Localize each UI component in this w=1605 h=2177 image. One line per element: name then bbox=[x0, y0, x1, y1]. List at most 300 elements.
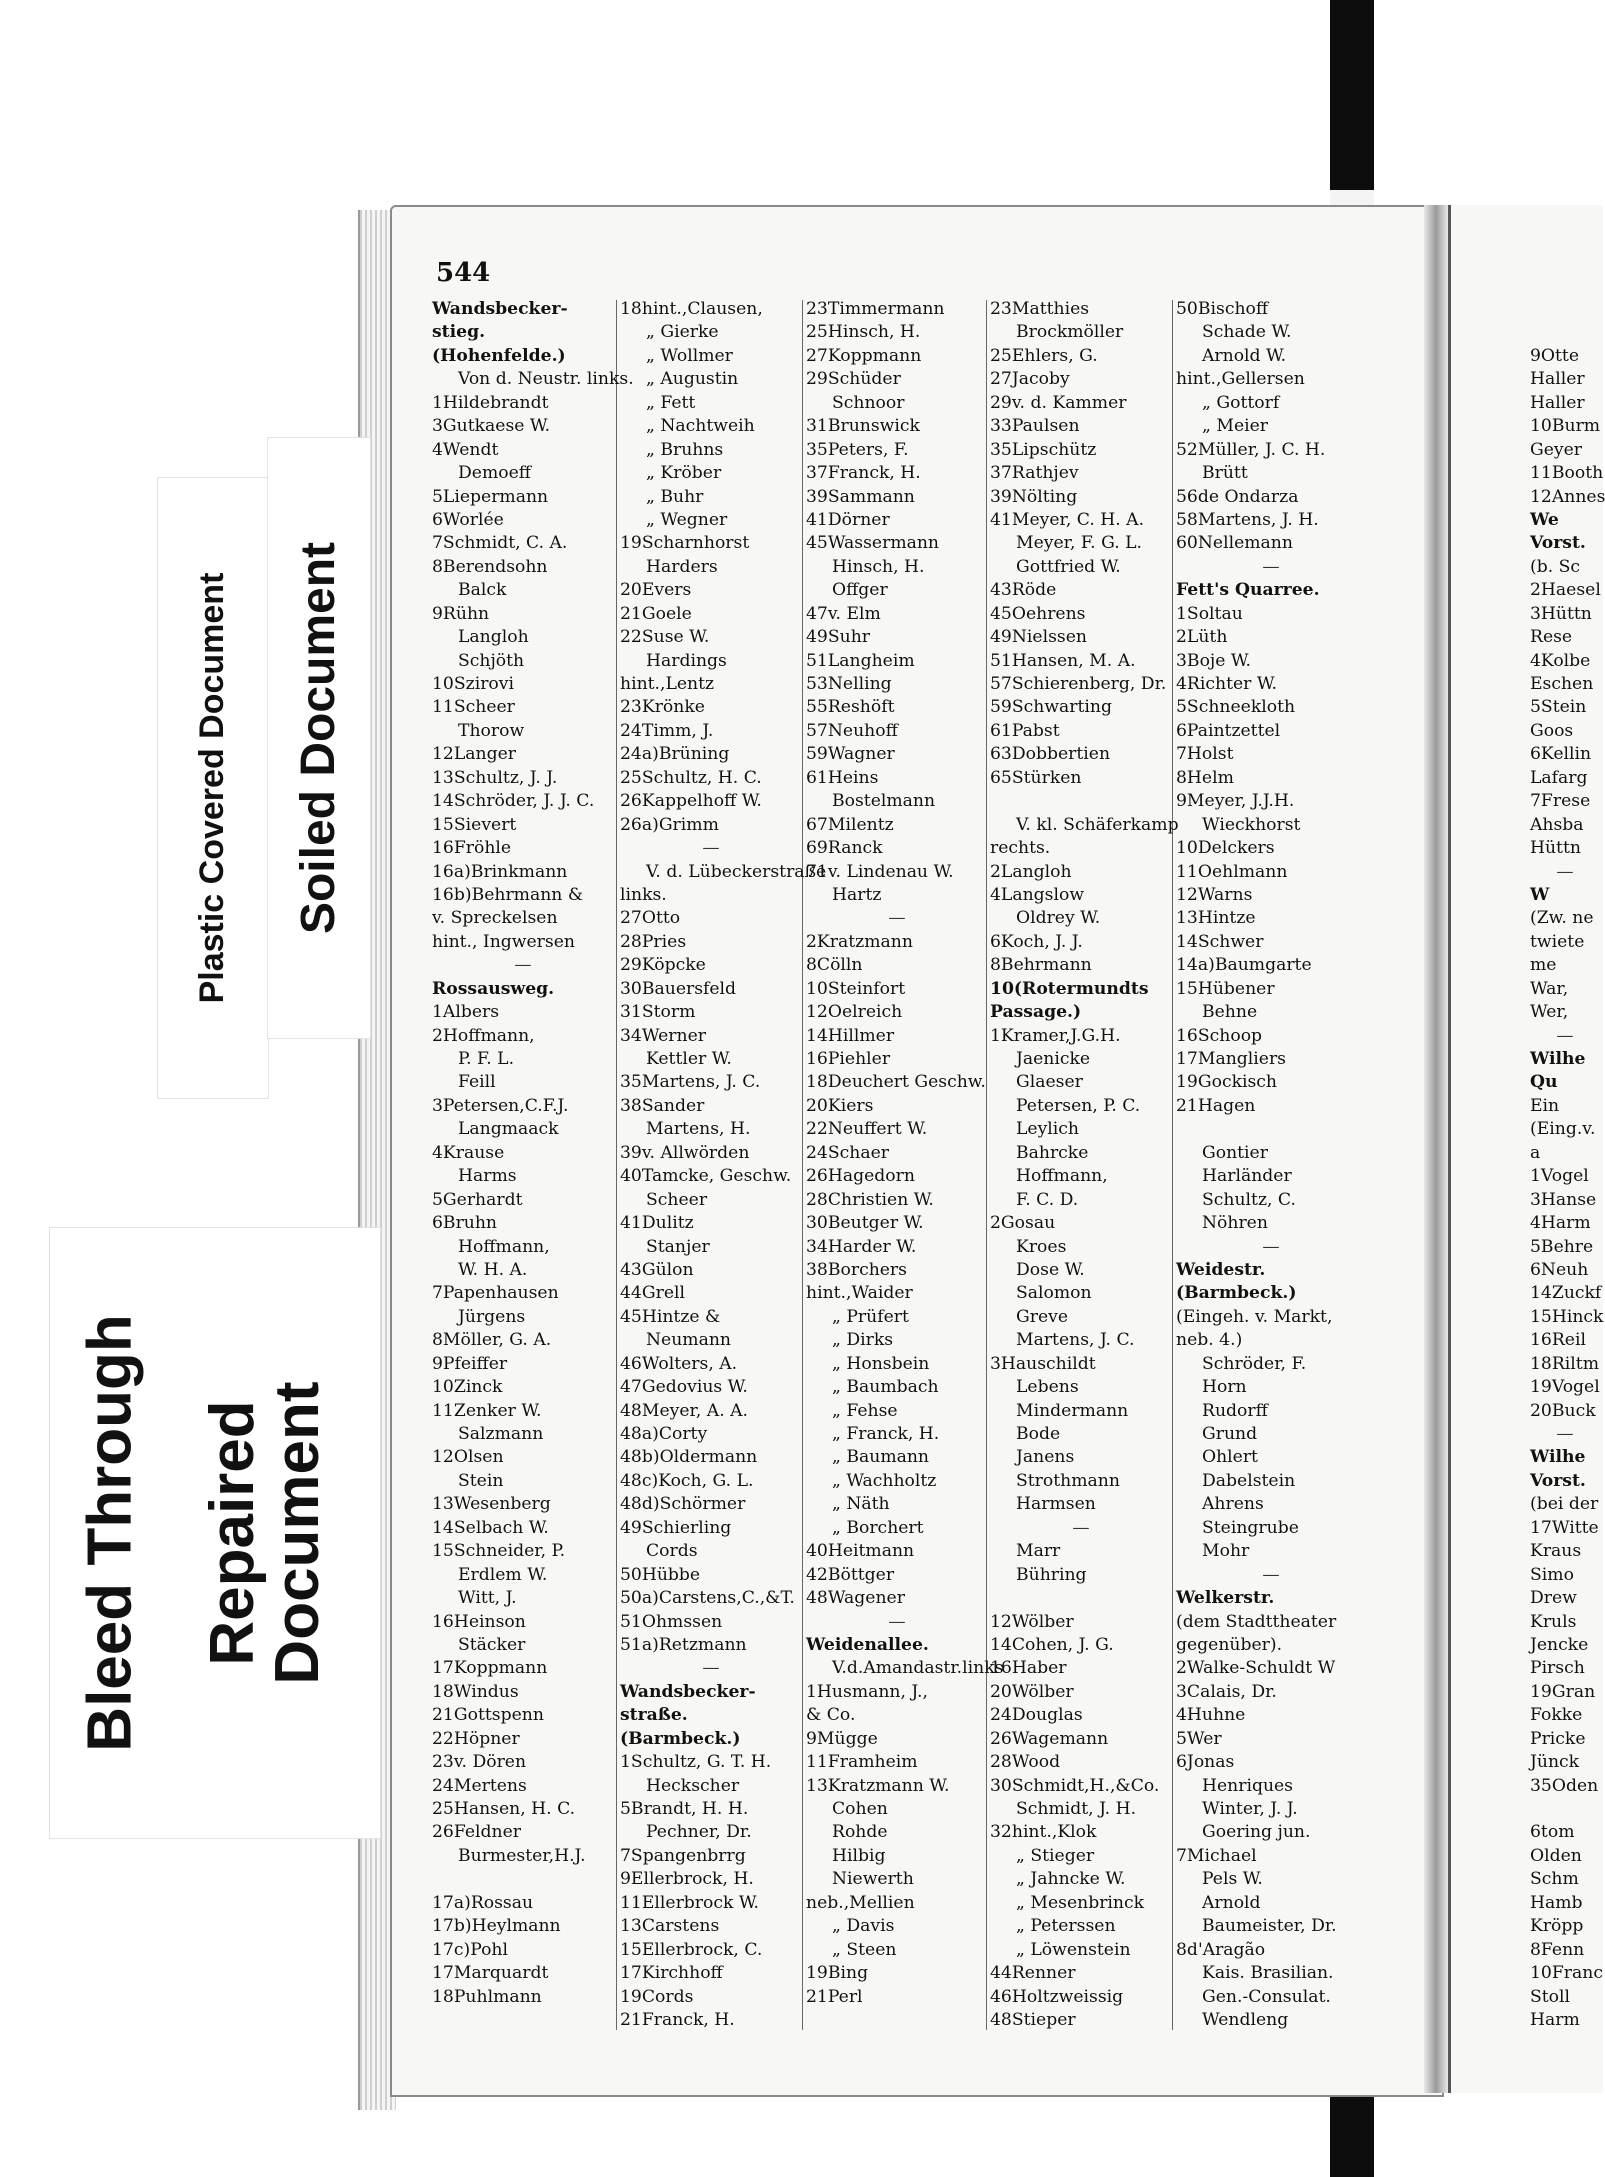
directory-entry: 4Wendt bbox=[432, 439, 499, 460]
directory-entry: 14a)Baumgarte bbox=[1176, 955, 1312, 976]
directory-entry: Burmester,H.J. bbox=[458, 1845, 586, 1866]
directory-entry: 17Witte bbox=[1530, 1517, 1599, 1538]
directory-entry: 40Tamcke, Geschw. bbox=[620, 1166, 792, 1187]
directory-entry: 35Peters, F. bbox=[806, 439, 909, 460]
directory-entry: Schm bbox=[1530, 1869, 1579, 1890]
directory-entry: W bbox=[1530, 884, 1550, 905]
directory-entry: Lebens bbox=[1016, 1377, 1079, 1398]
directory-entry: 30Schmidt,H.,&Co. bbox=[990, 1775, 1160, 1796]
directory-entry: 40Heitmann bbox=[806, 1541, 915, 1562]
directory-entry: „ Borchert bbox=[832, 1517, 924, 1538]
directory-entry: Offger bbox=[832, 580, 888, 601]
directory-entry: 20Kiers bbox=[806, 1095, 874, 1116]
directory-entry: Hoffmann, bbox=[1016, 1166, 1108, 1187]
directory-entry: 41Dörner bbox=[806, 509, 890, 530]
directory-entry: 17Marquardt bbox=[432, 1963, 549, 1984]
directory-entry: (Zw. ne bbox=[1530, 908, 1594, 929]
directory-entry: 55Reshöft bbox=[806, 697, 895, 718]
plastic-covered-label-card bbox=[158, 478, 268, 1098]
directory-entry: Wilhe bbox=[1530, 1447, 1586, 1468]
directory-entry: 30Beutger W. bbox=[806, 1213, 924, 1234]
directory-entry: 48Wagener bbox=[806, 1588, 905, 1609]
directory-entry: Strothmann bbox=[1016, 1470, 1120, 1491]
directory-entry: 17Koppmann bbox=[432, 1658, 548, 1679]
directory-entry: 50a)Carstens,C.,&T. bbox=[620, 1588, 795, 1609]
directory-entry: „ Baumann bbox=[832, 1447, 929, 1468]
directory-entry: 51Hansen, M. A. bbox=[990, 650, 1136, 671]
directory-entry: 7Schmidt, C. A. bbox=[432, 533, 568, 554]
directory-entry: Salomon bbox=[1016, 1283, 1092, 1304]
directory-entry: Thorow bbox=[458, 720, 525, 741]
directory-entry: „ Gottorf bbox=[1202, 392, 1280, 413]
directory-entry: Kroes bbox=[1016, 1236, 1067, 1257]
directory-entry: Gontier bbox=[1202, 1142, 1268, 1163]
directory-entry: Mohr bbox=[1202, 1541, 1250, 1562]
directory-entry: Haller bbox=[1530, 392, 1585, 413]
directory-entry: Kais. Brasilian. bbox=[1202, 1963, 1334, 1984]
directory-entry: 48c)Koch, G. L. bbox=[620, 1470, 754, 1491]
directory-entry: „ Nachtweih bbox=[646, 416, 755, 437]
directory-entry: — bbox=[514, 955, 532, 976]
column-divider bbox=[616, 300, 617, 2030]
directory-entry: Greve bbox=[1016, 1306, 1068, 1327]
directory-entry: Mindermann bbox=[1016, 1400, 1129, 1421]
directory-entry: 23Krönke bbox=[620, 697, 705, 718]
directory-entry: 21Perl bbox=[806, 1986, 863, 2007]
directory-entry: 16Fröhle bbox=[432, 838, 512, 859]
directory-entry: 2Haesel bbox=[1530, 580, 1601, 601]
directory-entry: Winter, J. J. bbox=[1202, 1799, 1298, 1819]
directory-entry: 56de Ondarza bbox=[1176, 486, 1299, 507]
directory-entry: 29v. d. Kammer bbox=[990, 392, 1127, 413]
directory-entry: 26Feldner bbox=[432, 1822, 521, 1843]
directory-entry: 67Milentz bbox=[806, 814, 894, 835]
directory-entry: 11Scheer bbox=[432, 697, 515, 718]
directory-entry: 13Carstens bbox=[620, 1916, 720, 1937]
directory-entry: rechts. bbox=[990, 838, 1051, 859]
directory-entry: — bbox=[1072, 1517, 1090, 1538]
directory-entry: 9Otte bbox=[1530, 345, 1580, 366]
directory-entry: Horn bbox=[1202, 1377, 1247, 1398]
directory-entry: Marr bbox=[1016, 1541, 1061, 1562]
directory-entry: Vorst. bbox=[1530, 1470, 1586, 1491]
directory-entry: Welkerstr. bbox=[1176, 1588, 1275, 1609]
facing-page-column bbox=[1530, 298, 1605, 2032]
directory-entry: Bahrcke bbox=[1016, 1142, 1089, 1163]
directory-entry: Schmidt, J. H. bbox=[1016, 1799, 1137, 1819]
directory-entry: 26a)Grimm bbox=[620, 814, 719, 835]
directory-entry: Gen.-Consulat. bbox=[1202, 1986, 1331, 2007]
directory-entry: Dose W. bbox=[1016, 1259, 1085, 1280]
directory-entry: Balck bbox=[458, 580, 507, 601]
directory-entry: 2Walke-Schuldt W bbox=[1176, 1658, 1336, 1679]
directory-entry: 23Timmermann bbox=[806, 299, 945, 319]
directory-entry: 45Oehrens bbox=[990, 603, 1086, 624]
directory-entry: 12Oelreich bbox=[806, 1002, 903, 1023]
directory-entry: 11Zenker W. bbox=[432, 1400, 542, 1421]
directory-column-4 bbox=[990, 298, 1179, 2032]
directory-entry: War, bbox=[1530, 978, 1569, 999]
directory-entry: Jünck bbox=[1530, 1752, 1580, 1773]
directory-entry: 16a)Brinkmann bbox=[432, 861, 568, 882]
directory-entry: Brockmöller bbox=[1016, 322, 1124, 343]
directory-entry: 4Harm bbox=[1530, 1213, 1591, 1234]
directory-entry: 37Rathjev bbox=[990, 463, 1079, 484]
directory-entry: 24a)Brüning bbox=[620, 744, 730, 765]
directory-entry: 45Hintze & bbox=[620, 1306, 721, 1327]
directory-entry: 63Dobbertien bbox=[990, 744, 1111, 765]
directory-entry: 33Paulsen bbox=[990, 416, 1080, 437]
directory-entry: Cords bbox=[646, 1541, 698, 1562]
directory-entry: Passage.) bbox=[990, 1002, 1082, 1023]
directory-entry: (bei der bbox=[1530, 1494, 1599, 1515]
directory-entry: 1Husmann, J., bbox=[806, 1681, 928, 1702]
directory-entry: Ohlert bbox=[1202, 1447, 1258, 1468]
directory-entry: „ Löwenstein bbox=[1016, 1939, 1131, 1960]
directory-entry: 49Schierling bbox=[620, 1517, 732, 1538]
directory-entry: Harders bbox=[646, 556, 718, 577]
directory-entry: 35Lipschütz bbox=[990, 439, 1097, 460]
directory-entry: Fokke bbox=[1530, 1705, 1583, 1726]
directory-entry: 29Köpcke bbox=[620, 955, 706, 976]
directory-entry: Hoffmann, bbox=[458, 1236, 550, 1257]
directory-entry: 13Hintze bbox=[1176, 908, 1256, 929]
directory-entry: 11Ellerbrock W. bbox=[620, 1892, 759, 1913]
directory-entry: 15Hübener bbox=[1176, 978, 1275, 999]
directory-entry: 7Holst bbox=[1176, 744, 1234, 765]
directory-entry: 23Matthies bbox=[990, 299, 1090, 319]
directory-entry: Neumann bbox=[646, 1330, 731, 1351]
directory-entry: 44Grell bbox=[620, 1283, 685, 1304]
directory-column-2 bbox=[620, 298, 827, 2032]
directory-entry: Schnoor bbox=[832, 392, 905, 413]
directory-entry: 34Werner bbox=[620, 1025, 706, 1046]
directory-entry: „ Kröber bbox=[646, 463, 722, 484]
soiled-label: Soiled Document bbox=[291, 541, 345, 935]
directory-entry: Hamb bbox=[1530, 1892, 1583, 1913]
directory-entry: Dabelstein bbox=[1202, 1470, 1296, 1491]
repaired-label-line: Repaired bbox=[197, 1400, 267, 1666]
directory-entry: Harms bbox=[458, 1166, 517, 1187]
directory-entry bbox=[990, 1587, 1172, 1610]
directory-entry: 27Jacoby bbox=[990, 369, 1070, 390]
directory-entry: neb.,Mellien bbox=[806, 1892, 915, 1913]
directory-entry: Glaeser bbox=[1016, 1072, 1083, 1093]
directory-entry: Drew bbox=[1530, 1588, 1577, 1609]
directory-entry: 14Cohen, J. G. bbox=[990, 1634, 1114, 1655]
directory-entry: hint.,Lentz bbox=[620, 674, 715, 694]
directory-entry: 8Helm bbox=[1176, 767, 1234, 788]
directory-entry: „ Fett bbox=[646, 392, 696, 413]
directory-entry: me bbox=[1530, 955, 1557, 976]
directory-entry: Leylich bbox=[1016, 1119, 1079, 1140]
directory-entry: Witt, J. bbox=[458, 1588, 517, 1609]
directory-entry: 61Heins bbox=[806, 767, 879, 788]
directory-entry: 28Christien W. bbox=[806, 1189, 934, 1210]
directory-entry: 6Neuh bbox=[1530, 1259, 1589, 1280]
directory-entry bbox=[1530, 321, 1600, 344]
directory-entry: Bostelmann bbox=[832, 791, 936, 812]
soiled-label-card bbox=[268, 438, 370, 1038]
directory-entry: twiete bbox=[1530, 931, 1585, 952]
directory-entry: 18Puhlmann bbox=[432, 1986, 542, 2007]
document-label-line: Document bbox=[263, 1381, 332, 1685]
directory-entry: — bbox=[1262, 1236, 1280, 1257]
directory-entry: 19Scharnhorst bbox=[620, 533, 750, 554]
directory-entry: 26Kappelhoff W. bbox=[620, 791, 762, 812]
directory-entry: 11Booth bbox=[1530, 463, 1604, 484]
directory-entry: 19Bing bbox=[806, 1963, 869, 1984]
directory-entry: V.d.Amandastr.links bbox=[832, 1658, 1004, 1679]
directory-entry: 23v. Dören bbox=[432, 1752, 527, 1773]
directory-entry bbox=[1176, 1118, 1366, 1141]
directory-entry: 39v. Allwörden bbox=[620, 1142, 750, 1163]
directory-entry: 51Ohmssen bbox=[620, 1611, 723, 1632]
directory-entry: 22Neuffert W. bbox=[806, 1119, 928, 1140]
directory-entry: Langloh bbox=[458, 627, 529, 648]
directory-entry: Rese bbox=[1530, 627, 1573, 648]
directory-entry: 48d)Schörmer bbox=[620, 1494, 746, 1515]
directory-entry: Ein bbox=[1530, 1095, 1560, 1116]
directory-entry: „ Baumbach bbox=[832, 1377, 939, 1398]
directory-entry: (Eing.v. bbox=[1530, 1119, 1596, 1140]
directory-entry: 12Langer bbox=[432, 744, 516, 765]
directory-entry: Schultz, C. bbox=[1202, 1189, 1296, 1210]
directory-entry: Arnold bbox=[1202, 1892, 1261, 1913]
directory-entry: 16b)Behrmann & bbox=[432, 884, 584, 905]
directory-entry: 9Pfeiffer bbox=[432, 1353, 508, 1374]
directory-entry: Vorst. bbox=[1530, 533, 1586, 554]
directory-entry: Petersen, P. C. bbox=[1016, 1095, 1141, 1116]
directory-entry: W. H. A. bbox=[458, 1259, 528, 1280]
directory-entry: 2Lüth bbox=[1176, 627, 1228, 648]
directory-entry: „ Bruhns bbox=[646, 439, 724, 460]
directory-entry: (Barmbeck.) bbox=[620, 1728, 741, 1749]
directory-entry: 15Hinck bbox=[1530, 1306, 1604, 1327]
directory-entry: Janens bbox=[1016, 1447, 1075, 1468]
directory-entry: 17b)Heylmann bbox=[432, 1916, 561, 1937]
directory-entry: Harmsen bbox=[1016, 1494, 1096, 1515]
directory-entry: 26Wagemann bbox=[990, 1728, 1109, 1749]
directory-entry: 15Schneider, P. bbox=[432, 1541, 566, 1562]
directory-entry: „ Dirks bbox=[832, 1330, 894, 1351]
directory-entry: 5Schneekloth bbox=[1176, 697, 1296, 718]
directory-entry: Rohde bbox=[832, 1822, 888, 1843]
page-number: 544 bbox=[436, 258, 491, 288]
directory-entry: 6Kellin bbox=[1530, 744, 1592, 765]
directory-entry: „ Franck, H. bbox=[832, 1424, 940, 1444]
directory-entry: „ Wegner bbox=[646, 509, 728, 530]
directory-entry: 34Harder W. bbox=[806, 1236, 917, 1257]
directory-entry: Heckscher bbox=[646, 1775, 740, 1796]
directory-entry: 1Kramer,J.G.H. bbox=[990, 1025, 1121, 1046]
directory-entry: Scheer bbox=[646, 1189, 708, 1210]
directory-entry: 11Framheim bbox=[806, 1752, 918, 1773]
directory-entry: 8Berendsohn bbox=[432, 556, 548, 577]
directory-entry: 16Heinson bbox=[432, 1611, 526, 1632]
directory-entry: 6Paintzettel bbox=[1176, 720, 1281, 741]
directory-entry: 1Schultz, G. T. H. bbox=[620, 1752, 772, 1773]
directory-entry: Cohen bbox=[832, 1799, 888, 1819]
directory-entry: 69Ranck bbox=[806, 838, 883, 859]
directory-entry: Pirsch bbox=[1530, 1658, 1585, 1679]
directory-entry: 35Martens, J. C. bbox=[620, 1072, 761, 1093]
directory-entry: Gottfried W. bbox=[1016, 556, 1121, 577]
directory-entry: Lafarg bbox=[1530, 767, 1588, 788]
directory-entry: 71v. Lindenau W. bbox=[806, 861, 954, 882]
directory-entry: 10Steinfort bbox=[806, 978, 906, 999]
directory-entry: 3Hüttn bbox=[1530, 603, 1592, 624]
directory-entry: 21Gottspenn bbox=[432, 1705, 544, 1726]
directory-entry: Brütt bbox=[1202, 463, 1248, 484]
directory-entry: Schjöth bbox=[458, 650, 525, 671]
directory-column-3 bbox=[806, 298, 1004, 2009]
directory-entry: 16Piehler bbox=[806, 1049, 891, 1069]
directory-entry: 3Hauschildt bbox=[990, 1353, 1096, 1374]
directory-entry: 9Ellerbrock, H. bbox=[620, 1869, 754, 1890]
directory-entry: 4Richter W. bbox=[1176, 674, 1277, 694]
directory-entry: 37Franck, H. bbox=[806, 463, 921, 484]
directory-entry: Pricke bbox=[1530, 1728, 1586, 1749]
directory-entry: 39Sammann bbox=[806, 486, 915, 507]
directory-entry: 21Franck, H. bbox=[620, 2009, 735, 2030]
directory-entry: 22Suse W. bbox=[620, 627, 710, 648]
directory-entry: 49Suhr bbox=[806, 627, 870, 648]
directory-entry: „ Jahncke W. bbox=[1016, 1869, 1126, 1890]
column-divider bbox=[1172, 300, 1173, 2030]
directory-entry: „ Wollmer bbox=[646, 345, 733, 366]
directory-entry: Kettler W. bbox=[646, 1049, 732, 1069]
directory-entry: Stoll bbox=[1530, 1986, 1571, 2007]
directory-entry: — bbox=[702, 1658, 720, 1679]
directory-entry: Arnold W. bbox=[1202, 345, 1287, 366]
directory-entry: links. bbox=[620, 884, 667, 905]
directory-entry: 8Möller, G. A. bbox=[432, 1330, 552, 1351]
directory-entry: Grund bbox=[1202, 1424, 1258, 1444]
directory-entry: Nöhren bbox=[1202, 1213, 1268, 1234]
directory-entry: Langmaack bbox=[458, 1119, 559, 1140]
directory-entry: Weidestr. bbox=[1176, 1259, 1266, 1280]
directory-entry: Bode bbox=[1016, 1424, 1061, 1444]
directory-entry: Demoeff bbox=[458, 463, 531, 484]
directory-entry: Niewerth bbox=[832, 1869, 914, 1890]
directory-entry: 32hint.,Klok bbox=[990, 1822, 1097, 1843]
directory-entry: (Eingeh. v. Markt, bbox=[1176, 1306, 1333, 1327]
directory-entry: 59Schwarting bbox=[990, 697, 1112, 718]
directory-entry: Wandsbecker- bbox=[620, 1681, 756, 1702]
directory-entry: 46Wolters, A. bbox=[620, 1353, 738, 1374]
directory-entry: 47Gedovius W. bbox=[620, 1377, 748, 1398]
directory-entry: 28Wood bbox=[990, 1752, 1061, 1773]
directory-entry: 18Deuchert Geschw. bbox=[806, 1072, 986, 1093]
directory-entry: Fett's Quarree. bbox=[1176, 580, 1320, 601]
plastic-covered-label: Plastic Covered Document bbox=[193, 572, 232, 1004]
directory-entry: 50Hübbe bbox=[620, 1564, 701, 1585]
directory-entry: „ Stieger bbox=[1016, 1845, 1095, 1866]
directory-entry: 5Liepermann bbox=[432, 486, 549, 507]
directory-entry: 46Holtzweissig bbox=[990, 1986, 1124, 2007]
directory-entry: 19Vogel bbox=[1530, 1377, 1600, 1398]
directory-entry: „ Gierke bbox=[646, 322, 719, 343]
directory-entry: 16Haber bbox=[990, 1658, 1067, 1679]
directory-entry: 43Röde bbox=[990, 580, 1057, 601]
directory-entry: 41Dulitz bbox=[620, 1213, 694, 1234]
directory-entry: Von d. Neustr. links. bbox=[458, 369, 634, 390]
directory-entry: 1Vogel bbox=[1530, 1166, 1589, 1187]
directory-entry: „ Honsbein bbox=[832, 1353, 930, 1374]
directory-column-1 bbox=[432, 298, 634, 2009]
bleed-through-label: Bleed Through bbox=[75, 1314, 145, 1752]
directory-entry: 31Storm bbox=[620, 1002, 696, 1023]
directory-entry: 5Stein bbox=[1530, 697, 1587, 718]
directory-entry: Kröpp bbox=[1530, 1916, 1584, 1937]
directory-entry: 2Langloh bbox=[990, 861, 1072, 882]
directory-entry: Jencke bbox=[1530, 1634, 1589, 1655]
directory-entry: — bbox=[888, 1611, 906, 1632]
directory-entry: — bbox=[1556, 1424, 1574, 1444]
directory-entry: 28Pries bbox=[620, 931, 687, 952]
directory-entry: 9Meyer, J.J.H. bbox=[1176, 791, 1295, 812]
directory-entry: 61Pabst bbox=[990, 720, 1060, 741]
directory-entry: V. d. Lübeckerstraße bbox=[646, 861, 827, 882]
directory-entry: Hardings bbox=[646, 650, 727, 671]
directory-entry bbox=[1530, 1798, 1600, 1821]
directory-entry: 10Delckers bbox=[1176, 838, 1275, 859]
directory-entry: 1Albers bbox=[432, 1002, 500, 1023]
directory-entry: 58Martens, J. H. bbox=[1176, 509, 1319, 530]
directory-entry: 26Hagedorn bbox=[806, 1166, 915, 1187]
directory-entry: 6Jonas bbox=[1176, 1752, 1235, 1773]
directory-entry: 4Huhne bbox=[1176, 1705, 1246, 1726]
directory-entry: 22Höpner bbox=[432, 1728, 520, 1749]
directory-entry: Martens, J. C. bbox=[1016, 1330, 1135, 1351]
column-divider bbox=[802, 300, 803, 2030]
directory-entry: (Hohenfelde.) bbox=[432, 345, 566, 366]
directory-entry: 8Fenn bbox=[1530, 1939, 1585, 1960]
directory-entry: Wer, bbox=[1530, 1002, 1569, 1023]
directory-entry: Hartz bbox=[832, 884, 882, 905]
directory-entry: 24Timm, J. bbox=[620, 720, 714, 741]
directory-entry: (Barmbeck.) bbox=[1176, 1283, 1297, 1304]
directory-entry: neb. 4.) bbox=[1176, 1330, 1243, 1351]
directory-entry: „ Meier bbox=[1202, 416, 1269, 437]
directory-entry: 45Wassermann bbox=[806, 533, 940, 554]
directory-entry: 2Gosau bbox=[990, 1213, 1056, 1234]
directory-entry: 3Gutkaese W. bbox=[432, 416, 551, 437]
directory-entry: 13Kratzmann W. bbox=[806, 1775, 950, 1796]
directory-entry: 35Oden bbox=[1530, 1775, 1599, 1796]
directory-entry: 16Schoop bbox=[1176, 1025, 1263, 1046]
directory-entry: „ Steen bbox=[832, 1939, 897, 1960]
directory-entry: Jürgens bbox=[458, 1306, 526, 1327]
directory-entry: 20Evers bbox=[620, 580, 692, 601]
directory-entry: 48Stieper bbox=[990, 2009, 1076, 2030]
directory-entry: Goos bbox=[1530, 720, 1574, 741]
directory-entry: Salzmann bbox=[458, 1424, 544, 1444]
directory-entry: F. C. D. bbox=[1016, 1189, 1079, 1210]
directory-entry: Steingrube bbox=[1202, 1517, 1299, 1538]
bleed-repaired-label-card bbox=[50, 1228, 380, 1838]
directory-entry: 48b)Oldermann bbox=[620, 1447, 758, 1468]
directory-entry: 27Otto bbox=[620, 908, 681, 929]
directory-entry: 17a)Rossau bbox=[432, 1892, 534, 1913]
directory-entry: 57Neuhoff bbox=[806, 720, 898, 741]
directory-entry: Stein bbox=[458, 1470, 504, 1491]
directory-entry: 51a)Retzmann bbox=[620, 1634, 747, 1655]
directory-entry: 48a)Corty bbox=[620, 1424, 708, 1444]
directory-entry: 10(Rotermundts bbox=[990, 978, 1149, 999]
directory-entry: Simo bbox=[1530, 1564, 1574, 1585]
